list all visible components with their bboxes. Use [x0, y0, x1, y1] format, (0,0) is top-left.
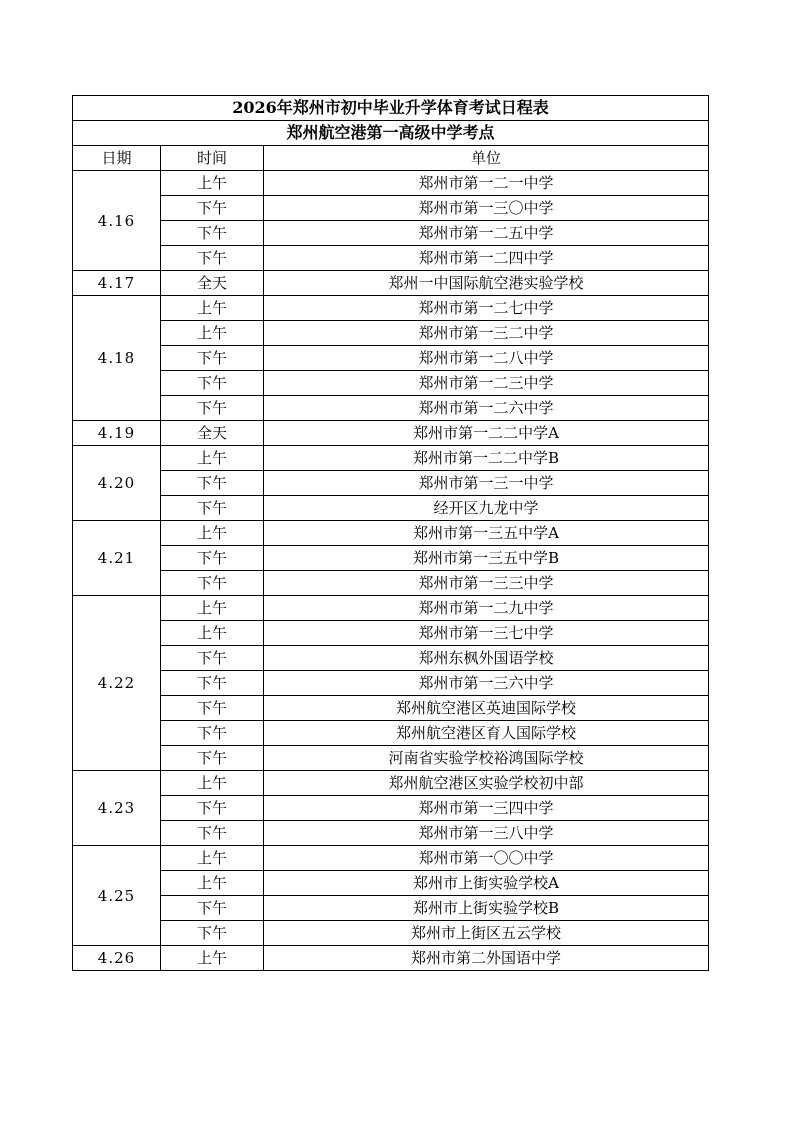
unit-cell: 郑州市上街实验学校A — [264, 871, 709, 896]
table-row — [73, 696, 709, 721]
table-row — [73, 221, 709, 246]
table-row — [73, 446, 709, 471]
unit-cell: 郑州市第一三三中学 — [264, 571, 709, 596]
time-cell: 上午 — [161, 871, 264, 896]
table-row — [73, 271, 709, 296]
time-cell: 下午 — [161, 796, 264, 821]
unit-cell: 郑州一中国际航空港实验学校 — [264, 271, 709, 296]
unit-cell: 郑州市第一二二中学B — [264, 446, 709, 471]
unit-cell: 郑州市第一三一中学 — [264, 471, 709, 496]
header-row — [73, 146, 709, 171]
header-date: 日期 — [73, 146, 161, 171]
table-row — [73, 496, 709, 521]
unit-cell: 郑州东枫外国语学校 — [264, 646, 709, 671]
table-row — [73, 796, 709, 821]
unit-cell: 河南省实验学校裕鸿国际学校 — [264, 746, 709, 771]
unit-cell: 郑州航空港区实验学校初中部 — [264, 771, 709, 796]
unit-cell: 郑州航空港区育人国际学校 — [264, 721, 709, 746]
table-row — [73, 546, 709, 571]
unit-cell: 郑州市第一〇〇中学 — [264, 846, 709, 871]
time-cell: 上午 — [161, 321, 264, 346]
time-cell: 下午 — [161, 746, 264, 771]
unit-cell: 郑州市上街区五云学校 — [264, 921, 709, 946]
table-row — [73, 596, 709, 621]
time-cell: 下午 — [161, 921, 264, 946]
date-cell: 4.26 — [73, 946, 161, 971]
date-cell: 4.22 — [73, 596, 161, 771]
time-cell: 下午 — [161, 196, 264, 221]
unit-cell: 郑州市第一三六中学 — [264, 671, 709, 696]
title-row — [73, 96, 709, 121]
time-cell: 全天 — [161, 421, 264, 446]
table-row — [73, 871, 709, 896]
table-row — [73, 846, 709, 871]
unit-cell: 郑州市第一二五中学 — [264, 221, 709, 246]
table-row — [73, 196, 709, 221]
table-row — [73, 346, 709, 371]
unit-cell: 郑州市第一二八中学 — [264, 346, 709, 371]
unit-cell: 郑州市第一二四中学 — [264, 246, 709, 271]
date-cell: 4.16 — [73, 171, 161, 271]
table-row — [73, 371, 709, 396]
table-row — [73, 396, 709, 421]
time-cell: 下午 — [161, 396, 264, 421]
time-cell: 上午 — [161, 771, 264, 796]
table-row — [73, 296, 709, 321]
unit-cell: 郑州市第一二六中学 — [264, 396, 709, 421]
date-cell: 4.25 — [73, 846, 161, 946]
unit-cell: 郑州市第一二九中学 — [264, 596, 709, 621]
table-row — [73, 171, 709, 196]
date-cell: 4.20 — [73, 446, 161, 521]
time-cell: 全天 — [161, 271, 264, 296]
time-cell: 下午 — [161, 896, 264, 921]
table-row — [73, 921, 709, 946]
unit-cell: 郑州市第一三五中学B — [264, 546, 709, 571]
time-cell: 上午 — [161, 521, 264, 546]
time-cell: 上午 — [161, 846, 264, 871]
time-cell: 上午 — [161, 946, 264, 971]
time-cell: 下午 — [161, 471, 264, 496]
date-cell: 4.23 — [73, 771, 161, 846]
time-cell: 上午 — [161, 596, 264, 621]
table-row — [73, 321, 709, 346]
time-cell: 下午 — [161, 496, 264, 521]
time-cell: 上午 — [161, 171, 264, 196]
time-cell: 上午 — [161, 296, 264, 321]
time-cell: 下午 — [161, 546, 264, 571]
unit-cell: 郑州市第一二二中学A — [264, 421, 709, 446]
time-cell: 下午 — [161, 721, 264, 746]
time-cell: 下午 — [161, 646, 264, 671]
date-cell: 4.19 — [73, 421, 161, 446]
time-cell: 上午 — [161, 621, 264, 646]
time-cell: 下午 — [161, 371, 264, 396]
table-row — [73, 746, 709, 771]
time-cell: 下午 — [161, 821, 264, 846]
table-row — [73, 471, 709, 496]
unit-cell: 郑州航空港区英迪国际学校 — [264, 696, 709, 721]
table-row — [73, 571, 709, 596]
unit-cell: 郑州市第一三七中学 — [264, 621, 709, 646]
time-cell: 下午 — [161, 571, 264, 596]
time-cell: 上午 — [161, 446, 264, 471]
schedule-body — [73, 171, 709, 971]
schedule-table — [72, 95, 709, 971]
table-row — [73, 521, 709, 546]
time-cell: 下午 — [161, 221, 264, 246]
unit-cell: 郑州市第二外国语中学 — [264, 946, 709, 971]
time-cell: 下午 — [161, 696, 264, 721]
table-row — [73, 821, 709, 846]
table-row — [73, 946, 709, 971]
table-row — [73, 621, 709, 646]
unit-cell: 郑州市第一二三中学 — [264, 371, 709, 396]
time-cell: 下午 — [161, 346, 264, 371]
time-cell: 下午 — [161, 671, 264, 696]
unit-cell: 郑州市上街实验学校B — [264, 896, 709, 921]
unit-cell: 郑州市第一二一中学 — [264, 171, 709, 196]
unit-cell: 郑州市第一三五中学A — [264, 521, 709, 546]
table-row — [73, 671, 709, 696]
table-row — [73, 896, 709, 921]
table-row — [73, 771, 709, 796]
unit-cell: 郑州市第一二七中学 — [264, 296, 709, 321]
unit-cell: 郑州市第一三八中学 — [264, 821, 709, 846]
date-cell: 4.21 — [73, 521, 161, 596]
table-title: 2026年郑州市初中毕业升学体育考试日程表 — [73, 96, 709, 121]
subtitle-row — [73, 121, 709, 146]
unit-cell: 郑州市第一三〇中学 — [264, 196, 709, 221]
unit-cell: 郑州市第一三二中学 — [264, 321, 709, 346]
unit-cell: 经开区九龙中学 — [264, 496, 709, 521]
unit-cell: 郑州市第一三四中学 — [264, 796, 709, 821]
table-row — [73, 646, 709, 671]
header-time: 时间 — [161, 146, 264, 171]
table-row — [73, 246, 709, 271]
header-unit: 单位 — [264, 146, 709, 171]
exam-site-subtitle: 郑州航空港第一高级中学考点 — [73, 121, 709, 146]
date-cell: 4.17 — [73, 271, 161, 296]
time-cell: 下午 — [161, 246, 264, 271]
table-row — [73, 721, 709, 746]
date-cell: 4.18 — [73, 296, 161, 421]
table-row — [73, 421, 709, 446]
